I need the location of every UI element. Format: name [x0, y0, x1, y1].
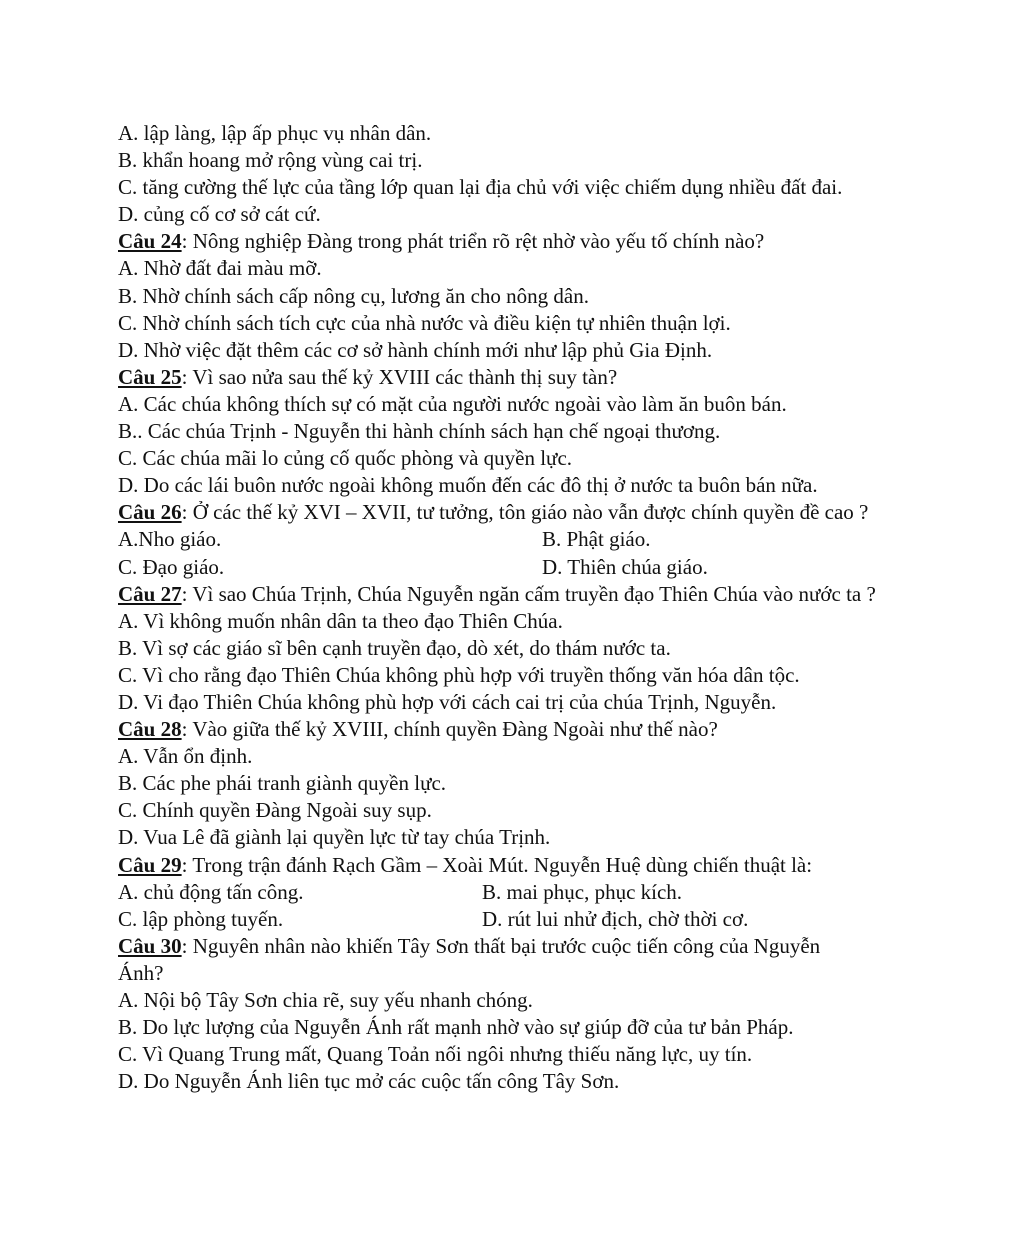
option-a: A.Nho giáo. — [118, 527, 222, 552]
question-28 — [118, 716, 918, 743]
options-row — [118, 879, 918, 906]
option-d: D. củng cố cơ sở cát cứ. — [118, 202, 321, 227]
option-a: A. Nội bộ Tây Sơn chia rẽ, suy yếu nhanh chóng. — [118, 988, 533, 1012]
option-a: A. lập làng, lập ấp phục vụ nhân dân. — [118, 121, 432, 145]
option-d: D. Do các lái buôn nước ngoài không muốn đến các đô thị ở nước ta buôn bán nữa. — [118, 473, 818, 498]
question-24 — [118, 228, 918, 255]
document-page — [118, 120, 918, 1095]
question-number: Câu 26 — [118, 500, 182, 525]
option-c: C. Vì Quang Trung mất, Quang Toản nối ngôi nhưng thiếu năng lực, uy tín. — [118, 1042, 753, 1067]
option-b: B. mai phục, phục kích. — [482, 879, 683, 904]
option-a: A. chủ động tấn công. — [118, 879, 304, 904]
question-text: : Trong trận đánh Rạch Gầm – Xoài Mút. Nguyễn Huệ dùng chiến thuật là: — [181, 852, 813, 877]
option-d: D. Vua Lê đã giành lại quyền lực từ tay chúa Trịnh. — [118, 825, 551, 850]
question-number: Câu 30 — [118, 933, 182, 958]
option-a: A. Vì không muốn nhân dân ta theo đạo Thiên Chúa. — [118, 608, 563, 633]
question-25 — [118, 364, 918, 391]
option-a: A. Các chúa không thích sự có mặt của người nước ngoài vào làm ăn buôn bán. — [118, 391, 787, 416]
question-text: : Vào giữa thế kỷ XVIII, chính quyền Đàng Ngoài như thế nào? — [181, 717, 718, 742]
question-29 — [118, 852, 918, 879]
option-b: B. khẩn hoang mở rộng vùng cai trị. — [118, 148, 423, 173]
question-text: : Vì sao Chúa Trịnh, Chúa Nguyễn ngăn cấm truyền đạo Thiên Chúa vào nước ta ? — [181, 581, 876, 606]
question-27 — [118, 581, 888, 608]
option-b: B. Do lực lượng của Nguyễn Ánh rất mạnh nhờ vào sự giúp đỡ của tư bản Pháp. — [118, 1015, 794, 1040]
question-number: Câu 25 — [118, 364, 182, 389]
option-c: C. Vì cho rằng đạo Thiên Chúa không phù hợp với truyền thống văn hóa dân tộc. — [118, 662, 800, 687]
option-b: B. Vì sợ các giáo sĩ bên cạnh truyền đạo, dò xét, do thám nước ta. — [118, 635, 671, 660]
option-c: C. Đạo giáo. — [118, 554, 225, 579]
option-d: D. Vi đạo Thiên Chúa không phù hợp với cách cai trị của chúa Trịnh, Nguyễn. — [118, 689, 777, 714]
option-c: C. tăng cường thế lực của tầng lớp quan lại địa chủ với việc chiếm dụng nhiều đất đai. — [118, 175, 843, 200]
option-a: A. Nhờ đất đai màu mỡ. — [118, 256, 322, 281]
question-text: : Nguyên nhân nào khiến Tây Sơn thất bại trước cuộc tiến công của Nguyễn Ánh? — [118, 933, 821, 985]
option-d: D. Thiên chúa giáo. — [542, 554, 708, 579]
option-b: B.. Các chúa Trịnh - Nguyễn thi hành chính sách hạn chế ngoại thương. — [118, 419, 721, 444]
question-number: Câu 24 — [118, 229, 182, 254]
option-d: D. Nhờ việc đặt thêm các cơ sở hành chính mới như lập phủ Gia Định. — [118, 337, 713, 362]
option-c: C. Các chúa mãi lo củng cố quốc phòng và quyền lực. — [118, 446, 573, 471]
option-b: B. Các phe phái tranh giành quyền lực. — [118, 771, 447, 796]
option-b: B. Nhờ chính sách cấp nông cụ, lương ăn cho nông dân. — [118, 283, 589, 308]
option-d: D. Do Nguyễn Ánh liên tục mở các cuộc tấn công Tây Sơn. — [118, 1069, 620, 1094]
question-30 — [118, 933, 858, 987]
question-text: : Vì sao nửa sau thế kỷ XVIII các thành thị suy tàn? — [181, 364, 618, 389]
option-b: B. Phật giáo. — [542, 527, 651, 552]
option-d: D. rút lui nhử địch, chờ thời cơ. — [482, 906, 749, 931]
option-c: C. lập phòng tuyến. — [118, 906, 284, 931]
question-text: : Ở các thế kỷ XVI – XVII, tư tưởng, tôn giáo nào vẫn được chính quyền đề cao ? — [181, 500, 869, 525]
question-26 — [118, 499, 888, 526]
options-row — [118, 554, 918, 581]
option-c: C. Chính quyền Đàng Ngoài suy sụp. — [118, 798, 432, 823]
question-text: : Nông nghiệp Đàng trong phát triển rõ rệt nhờ vào yếu tố chính nào? — [181, 229, 765, 254]
option-c: C. Nhờ chính sách tích cực của nhà nước và điều kiện tự nhiên thuận lợi. — [118, 310, 731, 335]
options-row — [118, 526, 918, 553]
option-a: A. Vẫn ổn định. — [118, 744, 253, 769]
question-number: Câu 28 — [118, 717, 182, 742]
question-number: Câu 27 — [118, 581, 182, 606]
question-number: Câu 29 — [118, 852, 182, 877]
options-row — [118, 906, 918, 933]
